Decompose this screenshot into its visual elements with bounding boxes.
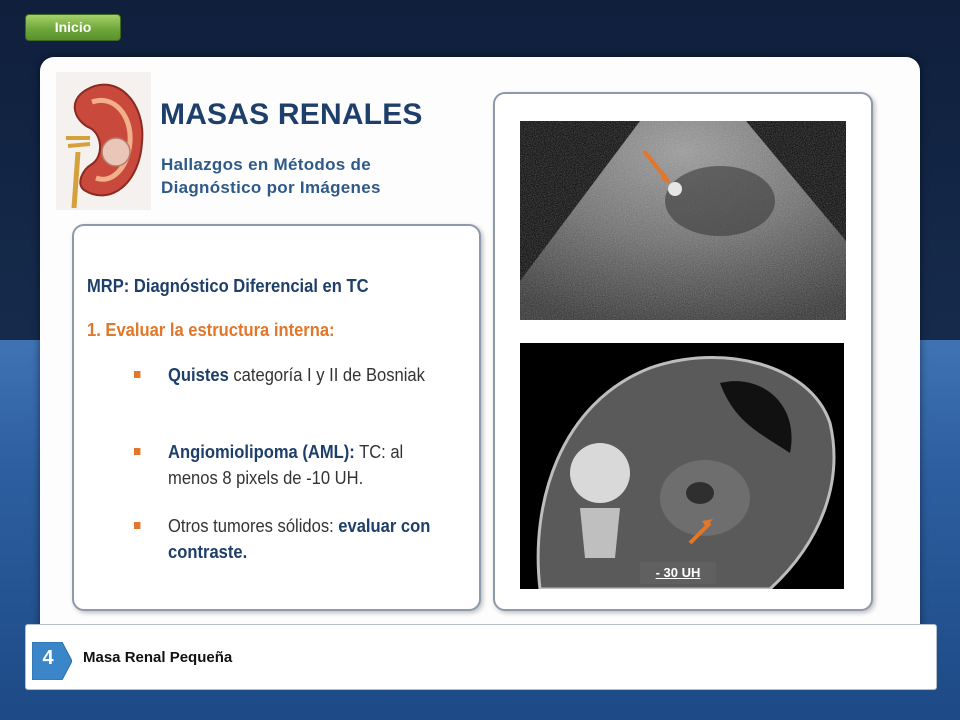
bullet-item <box>134 439 447 491</box>
content-heading: MRP: Diagnóstico Diferencial en TC <box>87 276 369 296</box>
slide-number: 4 <box>42 647 54 669</box>
page-subtitle: Hallazgos en Métodos de Diagnóstico por Imágenes <box>161 155 381 197</box>
home-button[interactable]: Inicio <box>25 14 121 41</box>
section-title: Masa Renal Pequeña <box>83 649 233 666</box>
ct-scan-image <box>520 343 844 589</box>
bullet-square-icon <box>134 522 140 529</box>
bullet-text: Otros tumores sólidos: <box>168 516 339 536</box>
bullet-bold: evaluar con contraste. <box>168 516 431 562</box>
bullet-bold: Quistes <box>168 365 229 385</box>
bullet-square-icon <box>134 371 140 378</box>
bullet-item <box>134 513 447 565</box>
kidney-illustration <box>56 72 151 210</box>
bullet-square-icon <box>134 448 140 455</box>
bullet-item <box>134 362 447 388</box>
page-title: MASAS RENALES <box>160 98 423 131</box>
bullet-bold: Angiomiolipoma (AML): <box>168 442 355 462</box>
bullet-text: categoría I y II de Bosniak <box>228 365 425 385</box>
ct-density-label: - 30 UH <box>640 562 716 584</box>
bullet-text: TC: al menos 8 pixels de -10 UH. <box>168 442 404 488</box>
content-step: 1. Evaluar la estructura interna: <box>87 320 335 340</box>
ultrasound-image <box>520 121 846 320</box>
